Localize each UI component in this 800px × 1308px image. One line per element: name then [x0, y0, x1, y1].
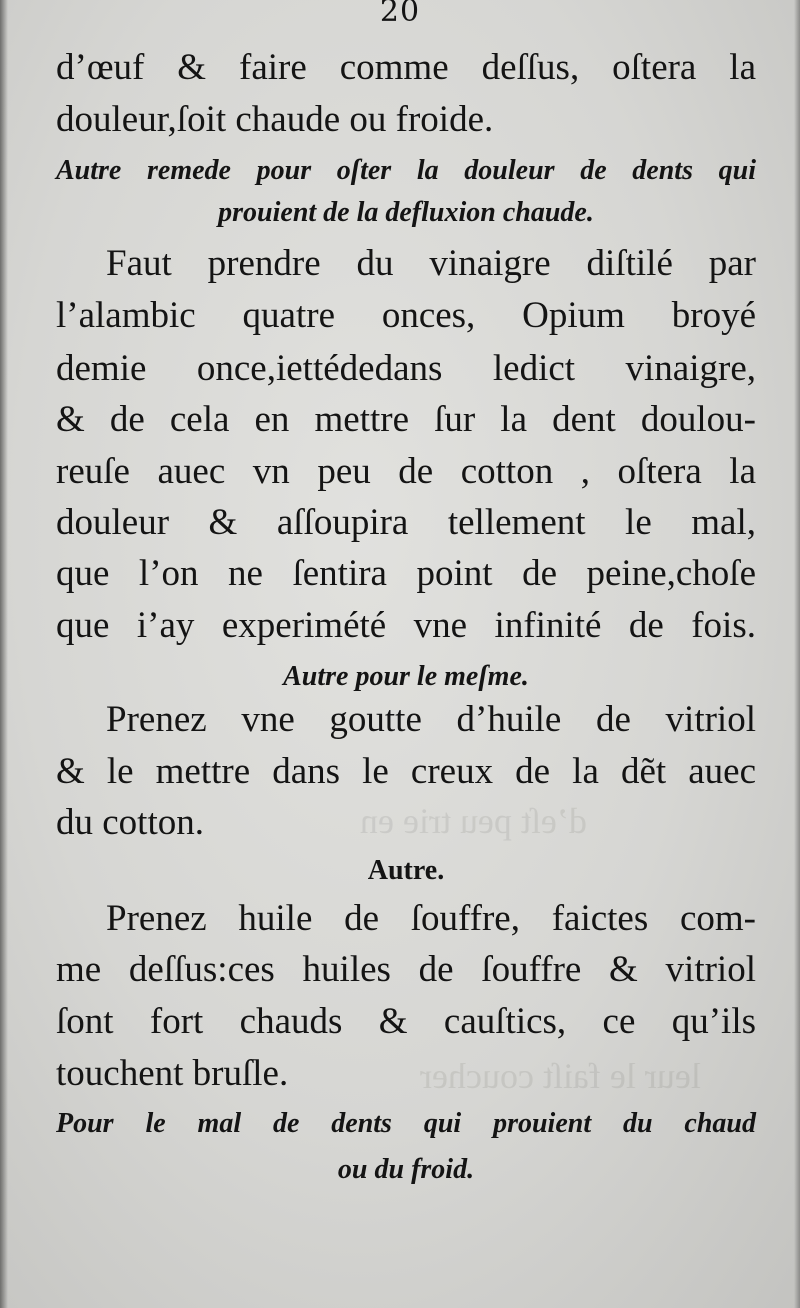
text-line: touchent bruſle.: [56, 1053, 289, 1094]
page-shadow-right: [794, 0, 800, 1308]
text-line: & de cela en mettre ſur la dent doulou-: [56, 399, 756, 440]
text-line: Prenez huile de ſouffre, faictes com-: [106, 898, 756, 939]
text-line: Prenez vne goutte d’huile de vitriol: [106, 699, 756, 740]
show-through-text: d’eſt peu trie en: [360, 801, 587, 841]
text-line: douleur,ſoit chaude ou froide.: [56, 99, 494, 140]
page-shadow-left: [0, 0, 8, 1308]
section-heading: Autre pour le meſme.: [283, 661, 529, 692]
text-line: du cotton.: [56, 802, 204, 843]
section-heading: Autre.: [367, 855, 445, 886]
page-number: 20: [379, 0, 421, 29]
text-line: douleur & aſſoupira tellement le mal,: [56, 502, 756, 543]
text-line: l’alambic quatre onces, Opium broyé: [56, 295, 756, 336]
show-through-text: leur le faiſt coucher: [420, 1056, 701, 1096]
text-line: demie once,iettédedans ledict vinaigre,: [56, 348, 756, 389]
text-line: me deſſus:ces huiles de ſouffre & vitriol: [56, 949, 756, 990]
section-heading: prouient de la defluxion chaude.: [218, 197, 594, 228]
text-line: Faut prendre du vinaigre diſtilé par: [106, 243, 756, 284]
text-line: & le mettre dans le creux de la dẽt auec: [56, 751, 756, 792]
text-line: que i’ay experimété vne infinité de fois.: [56, 605, 756, 646]
section-heading: Pour le mal de dents qui prouient du chaud: [56, 1108, 756, 1139]
text-line: que l’on ne ſentira point de peine,choſe: [56, 553, 756, 594]
text-line: d’œuf & faire comme deſſus, oſtera la: [56, 47, 756, 88]
section-heading: Autre remede pour oſter la douleur de dents qui: [56, 155, 756, 186]
text-line: reuſe auec vn peu de cotton , oſtera la: [56, 451, 756, 492]
text-line: ſont fort chauds & cauſtics, ce qu’ils: [56, 1001, 756, 1042]
section-heading: ou du froid.: [337, 1154, 475, 1185]
